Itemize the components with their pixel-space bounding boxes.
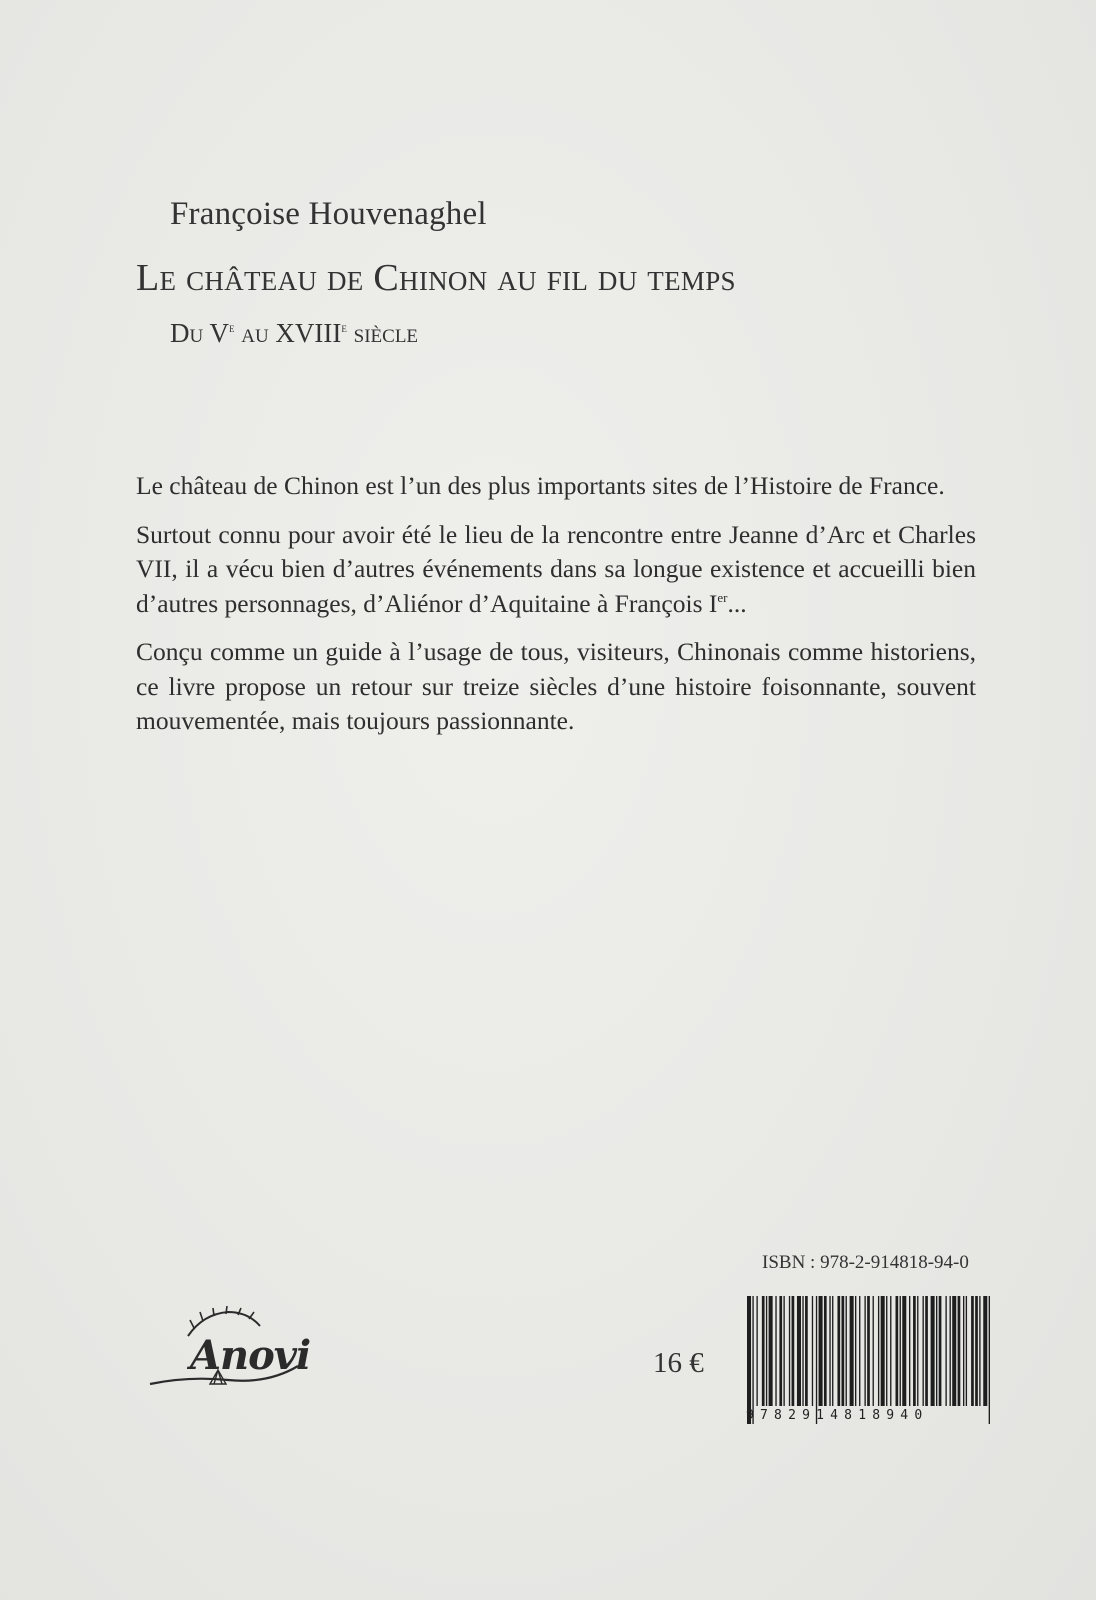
barcode-bar bbox=[963, 1296, 964, 1406]
barcode-bar bbox=[902, 1296, 906, 1406]
barcode-bar bbox=[797, 1296, 801, 1406]
author-name: Françoise Houvenaghel bbox=[170, 196, 487, 232]
blurb-paragraph-2 bbox=[136, 518, 976, 622]
book-title: Le château de Chinon au fil du temps bbox=[136, 257, 736, 299]
barcode-bar bbox=[878, 1296, 879, 1406]
subtitle-sup-2: e bbox=[341, 320, 347, 335]
barcode-bar bbox=[966, 1296, 967, 1406]
subtitle-prefix: Du V bbox=[170, 318, 229, 348]
barcode-bar bbox=[775, 1296, 776, 1406]
barcode-bar bbox=[881, 1296, 885, 1406]
barcode-bar bbox=[747, 1296, 751, 1424]
barcode-bar bbox=[931, 1296, 935, 1406]
price: 16 € bbox=[653, 1347, 704, 1379]
barcode-bar bbox=[832, 1296, 833, 1406]
barcode-bar bbox=[824, 1296, 827, 1406]
barcode-bar bbox=[829, 1296, 830, 1406]
blurb-paragraph-3: Conçu comme un guide à l’usage de tous, visiteurs, Chinonais comme historiens, ce livre propose un retour sur treize siècles d’une histoire foisonnante, souvent mouvementée, mais toujours passionnante. bbox=[136, 637, 976, 735]
publisher-logo-text: Anovi bbox=[190, 1332, 311, 1379]
barcode-bar bbox=[971, 1296, 974, 1406]
subtitle-sup-1: e bbox=[228, 320, 235, 335]
barcode-bar bbox=[945, 1296, 946, 1406]
barcode-bar bbox=[812, 1296, 813, 1406]
barcode-bar bbox=[762, 1296, 765, 1406]
isbn-label: ISBN : 978-2-914818-94-0 bbox=[762, 1252, 969, 1273]
barcode-bar bbox=[886, 1296, 887, 1406]
barcode-digits: 9782914818940 bbox=[746, 1408, 929, 1423]
barcode-bar bbox=[923, 1296, 924, 1406]
blurb-paragraph-2-sup: er bbox=[717, 589, 728, 605]
barcode-bar bbox=[867, 1296, 870, 1406]
barcode-bar bbox=[979, 1296, 980, 1406]
barcode-bar bbox=[917, 1296, 918, 1406]
barcode-bar bbox=[819, 1296, 823, 1406]
blurb bbox=[136, 469, 976, 753]
barcode-bar bbox=[913, 1296, 916, 1406]
barcode-bar bbox=[950, 1296, 951, 1406]
barcode-bar bbox=[936, 1296, 937, 1406]
barcode-bar bbox=[756, 1296, 757, 1406]
blurb-paragraph-2-end: ... bbox=[727, 588, 747, 618]
barcode-bar bbox=[925, 1296, 928, 1406]
barcode-bar bbox=[873, 1296, 874, 1406]
barcode-bar bbox=[909, 1296, 910, 1406]
barcode-bar bbox=[855, 1296, 856, 1406]
barcode-bar bbox=[766, 1296, 767, 1406]
barcode-bar bbox=[779, 1296, 782, 1406]
barcode-bar bbox=[975, 1296, 978, 1406]
blurb-paragraph-1: Le château de Chinon est l’un des plus importants sites de l’Histoire de France. bbox=[136, 471, 945, 500]
barcode-bar bbox=[842, 1296, 845, 1406]
barcode-bar bbox=[846, 1296, 847, 1406]
barcode-bar bbox=[783, 1296, 784, 1406]
barcode-bar bbox=[805, 1296, 808, 1406]
book-subtitle bbox=[170, 318, 418, 349]
subtitle-suffix: siècle bbox=[346, 318, 419, 348]
barcode-bar bbox=[983, 1296, 987, 1406]
barcode-bar bbox=[864, 1296, 865, 1406]
blurb-paragraph-2-text: Surtout connu pour avoir été le lieu de la rencontre entre Jeanne d’Arc et Charles VII, il a vécu bien d’autres événements dans sa longue existence et accueilli bien d’autres personnages, d’Aliénor d’Aquitaine à François I bbox=[136, 519, 976, 618]
barcode-icon bbox=[745, 1296, 995, 1426]
barcode-bar bbox=[939, 1296, 942, 1406]
barcode-bar bbox=[837, 1296, 840, 1406]
barcode-bar bbox=[900, 1296, 901, 1406]
barcode-bar bbox=[890, 1296, 891, 1406]
barcode-bar bbox=[896, 1296, 899, 1406]
barcode-bar bbox=[816, 1296, 817, 1424]
barcode-bar bbox=[952, 1296, 956, 1406]
barcode-bar bbox=[958, 1296, 961, 1406]
barcode-bar bbox=[769, 1296, 773, 1406]
barcode-bar bbox=[802, 1296, 803, 1406]
barcode-bar bbox=[752, 1296, 753, 1424]
subtitle-middle: au XVIII bbox=[234, 318, 342, 348]
barcode-bar bbox=[792, 1296, 795, 1406]
barcode-bar bbox=[850, 1296, 854, 1406]
barcode-bar bbox=[859, 1296, 860, 1406]
barcode-bar bbox=[989, 1296, 990, 1424]
barcode-bar bbox=[789, 1296, 790, 1406]
